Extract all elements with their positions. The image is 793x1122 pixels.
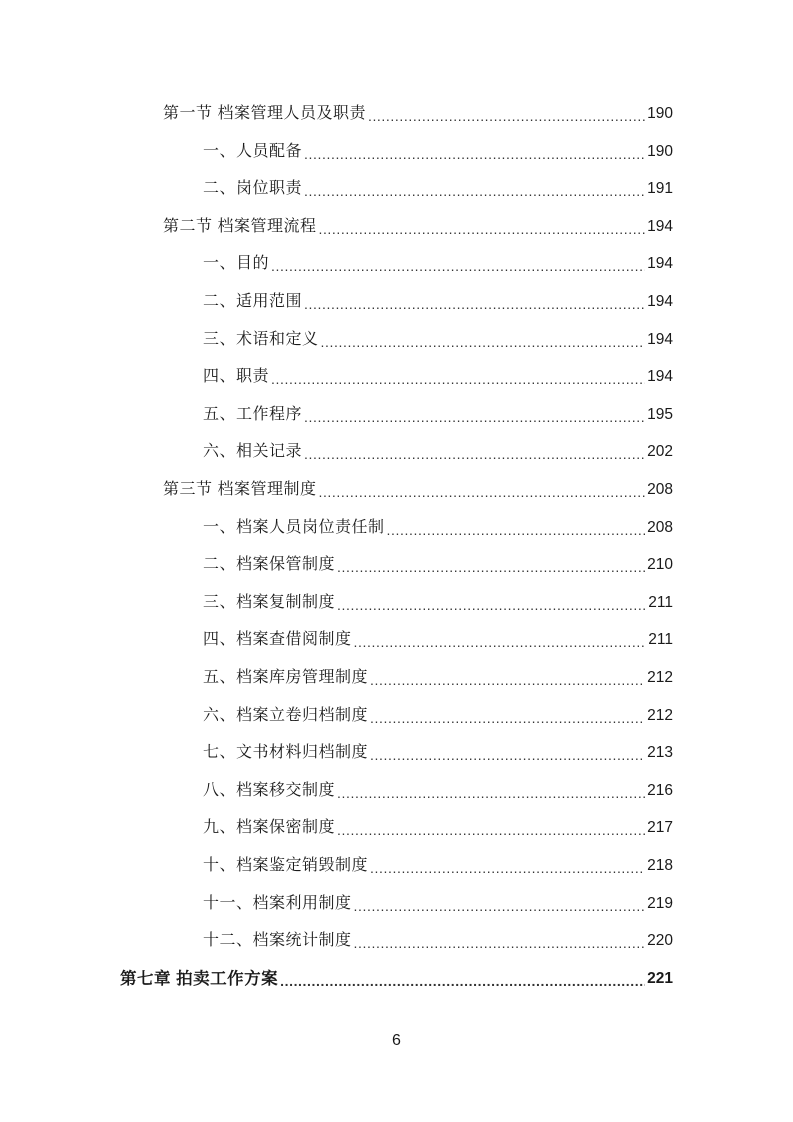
toc-entry-label: 十、档案鉴定销毁制度 bbox=[203, 857, 369, 874]
toc-entry-label: 第三节 档案管理制度 bbox=[163, 481, 317, 498]
toc-entry-label: 八、档案移交制度 bbox=[203, 781, 336, 799]
toc-entry[interactable] bbox=[203, 364, 673, 390]
toc-entry-page: 218 bbox=[647, 857, 673, 874]
toc-entry-label: 六、相关记录 bbox=[203, 443, 303, 461]
toc-entry-label: 一、目的 bbox=[203, 255, 270, 273]
toc-entry-page: 212 bbox=[647, 706, 673, 724]
toc-entry-page: 191 bbox=[647, 180, 673, 198]
toc-entry-label: 二、档案保管制度 bbox=[203, 556, 336, 574]
dot-leader bbox=[368, 105, 645, 127]
toc-entry-page: 190 bbox=[647, 142, 673, 160]
toc-entry[interactable] bbox=[203, 176, 673, 202]
toc-entry[interactable] bbox=[203, 590, 673, 616]
toc-entry[interactable] bbox=[203, 891, 673, 917]
toc-entry-page: 194 bbox=[647, 255, 673, 273]
toc-entry-label: 九、档案保密制度 bbox=[203, 819, 336, 837]
dot-leader bbox=[370, 669, 645, 691]
toc-entry-page: 220 bbox=[647, 932, 673, 950]
toc-entry-page: 208 bbox=[647, 481, 673, 498]
dot-leader bbox=[370, 857, 645, 879]
dot-leader bbox=[337, 782, 645, 804]
toc-entry-page: 194 bbox=[647, 330, 673, 348]
dot-leader bbox=[370, 707, 645, 729]
dot-leader bbox=[337, 819, 645, 841]
toc-entry[interactable] bbox=[163, 477, 673, 503]
toc-entry-page: 219 bbox=[647, 894, 673, 912]
toc-entry-label: 三、术语和定义 bbox=[203, 330, 319, 348]
dot-leader bbox=[354, 932, 646, 954]
toc-entry-label: 十一、档案利用制度 bbox=[203, 894, 352, 912]
toc-entry[interactable] bbox=[203, 928, 673, 954]
toc-entry[interactable] bbox=[163, 214, 673, 240]
toc-entry-label: 五、工作程序 bbox=[203, 405, 303, 423]
toc-entry-label: 二、适用范围 bbox=[203, 293, 303, 310]
toc-entry[interactable] bbox=[203, 665, 673, 691]
dot-leader bbox=[271, 255, 645, 277]
dot-leader bbox=[387, 519, 646, 541]
toc-entry-page: 195 bbox=[647, 405, 673, 423]
dot-leader bbox=[304, 293, 645, 315]
toc-entry[interactable] bbox=[203, 289, 673, 315]
toc-entry-page: 216 bbox=[647, 781, 673, 799]
dot-leader bbox=[370, 744, 645, 766]
toc-entry-page: 212 bbox=[647, 669, 673, 686]
dot-leader bbox=[304, 143, 645, 165]
toc-entry-label: 五、档案库房管理制度 bbox=[203, 669, 369, 686]
toc-entry[interactable] bbox=[203, 439, 673, 465]
dot-leader bbox=[337, 556, 645, 578]
dot-leader bbox=[354, 631, 647, 653]
toc-entry-page: 221 bbox=[647, 969, 673, 987]
dot-leader bbox=[304, 180, 645, 202]
toc-entry-page: 210 bbox=[647, 556, 673, 574]
toc-entry[interactable] bbox=[203, 327, 673, 353]
toc-entry-label: 一、人员配备 bbox=[203, 142, 303, 160]
page-number: 6 bbox=[392, 1032, 401, 1049]
toc-entry-page: 190 bbox=[647, 105, 673, 122]
toc-entry[interactable] bbox=[203, 552, 673, 578]
toc-entry-label: 三、档案复制制度 bbox=[203, 593, 336, 611]
toc-entry[interactable] bbox=[163, 101, 673, 127]
dot-leader bbox=[321, 331, 646, 353]
toc-entry-page: 211 bbox=[648, 631, 673, 649]
toc-entry-label: 七、文书材料归档制度 bbox=[203, 744, 369, 762]
dot-leader bbox=[337, 594, 646, 616]
dot-leader bbox=[318, 481, 645, 503]
dot-leader bbox=[354, 895, 646, 917]
toc-entry[interactable] bbox=[203, 740, 673, 766]
toc-entry[interactable] bbox=[203, 515, 673, 541]
toc-entry-page: 202 bbox=[647, 443, 673, 461]
toc-entry-label: 四、档案查借阅制度 bbox=[203, 631, 352, 649]
toc-entry-page: 217 bbox=[647, 819, 673, 837]
toc-entry-label: 十二、档案统计制度 bbox=[203, 932, 352, 950]
toc-entry-label: 六、档案立卷归档制度 bbox=[203, 706, 369, 724]
toc-entry[interactable] bbox=[203, 778, 673, 804]
toc-entry[interactable] bbox=[203, 627, 673, 653]
toc-entry-label: 第一节 档案管理人员及职责 bbox=[163, 105, 366, 122]
toc-entry-label: 四、职责 bbox=[203, 368, 270, 386]
toc-entry-page: 194 bbox=[647, 368, 673, 386]
toc-entry[interactable] bbox=[203, 815, 673, 841]
toc-entry[interactable] bbox=[203, 402, 673, 428]
dot-leader bbox=[304, 406, 645, 428]
toc-entry-label: 二、岗位职责 bbox=[203, 180, 303, 198]
toc-entry-label: 第七章 拍卖工作方案 bbox=[120, 969, 279, 988]
toc-chapter-entry[interactable] bbox=[120, 966, 673, 992]
toc-entry-page: 211 bbox=[648, 593, 673, 611]
toc-entry[interactable] bbox=[203, 251, 673, 277]
dot-leader bbox=[318, 218, 645, 240]
dot-leader bbox=[304, 443, 645, 465]
toc-entry[interactable] bbox=[203, 139, 673, 165]
toc-entry-page: 213 bbox=[647, 744, 673, 762]
toc-entry-label: 第二节 档案管理流程 bbox=[163, 217, 317, 235]
toc-entry[interactable] bbox=[203, 703, 673, 729]
toc-entry-page: 194 bbox=[647, 293, 673, 310]
toc-entry-label: 一、档案人员岗位责任制 bbox=[203, 518, 385, 536]
toc-entry-page: 194 bbox=[647, 217, 673, 235]
dot-leader bbox=[271, 368, 645, 390]
toc-entry-page: 208 bbox=[647, 518, 673, 536]
toc-entry[interactable] bbox=[203, 853, 673, 879]
dot-leader bbox=[280, 970, 645, 992]
